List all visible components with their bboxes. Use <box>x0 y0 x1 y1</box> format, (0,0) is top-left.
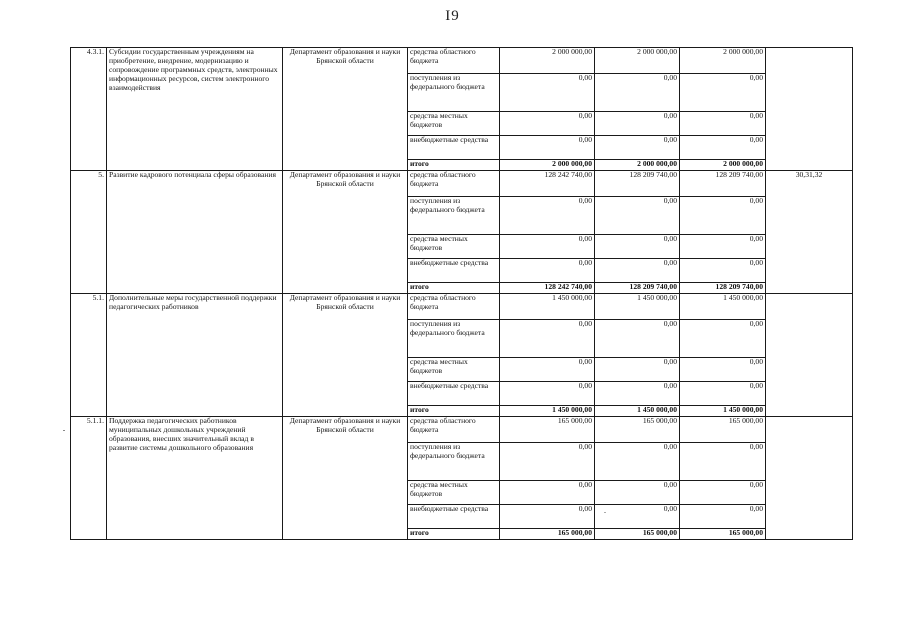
table-row <box>71 294 853 320</box>
amount-cell: 0,00 <box>500 136 595 160</box>
amount-cell: 0,00 <box>680 235 766 259</box>
funding-source: средства областного бюджета <box>408 171 500 197</box>
funding-source: внебюджетные средства <box>408 259 500 283</box>
amount-cell: 0,00 <box>595 443 680 481</box>
responsible-department: Департамент образования и науки Брянской области <box>283 171 408 294</box>
amount-cell: 128 209 740,00 <box>595 171 680 197</box>
amount-cell: 165 000,00 <box>680 417 766 443</box>
amount-cell: 2 000 000,00 <box>680 160 766 171</box>
amount-cell: 0,00 <box>680 112 766 136</box>
item-name: Дополнительные меры государственной поддержки педагогических работников <box>107 294 283 417</box>
amount-cell: 0,00 <box>500 358 595 382</box>
amount-cell: 0,00 <box>595 259 680 283</box>
funding-source: поступления из федерального бюджета <box>408 74 500 112</box>
item-name: Поддержка педагогических работников муниципальных дошкольных учреждений образования, внесших значительный вклад в развитие системы дошкольного образования <box>107 417 283 540</box>
amount-cell: 165 000,00 <box>500 417 595 443</box>
amount-cell: 128 209 740,00 <box>680 171 766 197</box>
amount-cell: 128 242 740,00 <box>500 283 595 294</box>
item-name: Субсидии государственным учреждениям на приобретение, внедрение, модернизацию и сопровождение программных средств, электронных информационных ресурсов, систем электронного взаимодействия <box>107 48 283 171</box>
amount-cell: 0,00 <box>500 259 595 283</box>
amount-cell: 1 450 000,00 <box>595 294 680 320</box>
table-row <box>71 171 853 197</box>
amount-cell: 0,00 <box>680 358 766 382</box>
indicator-reference: 30,31,32 <box>766 171 853 294</box>
item-name: Развитие кадрового потенциала сферы образования <box>107 171 283 294</box>
amount-cell: 0,00 <box>680 136 766 160</box>
amount-cell: 1 450 000,00 <box>500 294 595 320</box>
amount-cell: 0,00 <box>680 505 766 529</box>
item-number: 5.1. <box>71 294 107 417</box>
amount-cell: 0,00 <box>680 481 766 505</box>
indicator-reference <box>766 417 853 540</box>
funding-source: средства областного бюджета <box>408 417 500 443</box>
table-row <box>71 417 853 443</box>
funding-source: средства местных бюджетов <box>408 235 500 259</box>
amount-cell: 0,00 <box>500 197 595 235</box>
amount-cell: 0,00 <box>680 259 766 283</box>
amount-cell: 165 000,00 <box>595 529 680 540</box>
page-number: I9 <box>445 8 460 24</box>
amount-cell: 0,00 <box>595 197 680 235</box>
amount-cell: 2 000 000,00 <box>500 48 595 74</box>
amount-cell: 0,00 <box>595 320 680 358</box>
amount-cell: 1 450 000,00 <box>680 294 766 320</box>
amount-cell: 0,00 <box>595 358 680 382</box>
amount-cell: 0,00 <box>680 443 766 481</box>
funding-source: средства местных бюджетов <box>408 112 500 136</box>
funding-source: итого <box>408 529 500 540</box>
amount-cell: 0,00 <box>500 443 595 481</box>
amount-cell: 0,00 <box>680 74 766 112</box>
amount-cell: 0,00 <box>680 320 766 358</box>
amount-cell: 1 450 000,00 <box>500 406 595 417</box>
amount-cell: 0,00 <box>500 382 595 406</box>
amount-cell: 0,00 <box>595 136 680 160</box>
funding-source: внебюджетные средства <box>408 505 500 529</box>
amount-cell: 2 000 000,00 <box>595 160 680 171</box>
budget-table <box>70 47 853 540</box>
funding-source: итого <box>408 406 500 417</box>
item-number: 4.3.1. <box>71 48 107 171</box>
amount-cell: 0,00 <box>500 320 595 358</box>
amount-cell: 0,00 <box>500 505 595 529</box>
responsible-department: Департамент образования и науки Брянской области <box>283 417 408 540</box>
amount-cell: 0,00 <box>595 505 680 529</box>
amount-cell: 165 000,00 <box>500 529 595 540</box>
amount-cell: 1 450 000,00 <box>680 406 766 417</box>
amount-cell: 2 000 000,00 <box>595 48 680 74</box>
funding-source: поступления из федерального бюджета <box>408 320 500 358</box>
responsible-department: Департамент образования и науки Брянской области <box>283 294 408 417</box>
amount-cell: 0,00 <box>500 112 595 136</box>
item-number: 5. <box>71 171 107 294</box>
amount-cell: 128 209 740,00 <box>595 283 680 294</box>
amount-cell: 1 450 000,00 <box>595 406 680 417</box>
amount-cell: 0,00 <box>595 481 680 505</box>
amount-cell: 0,00 <box>595 382 680 406</box>
scan-speck <box>63 430 65 431</box>
amount-cell: 0,00 <box>500 481 595 505</box>
item-number: 5.1.1. <box>71 417 107 540</box>
scan-speck <box>604 512 606 513</box>
responsible-department: Департамент образования и науки Брянской области <box>283 48 408 171</box>
indicator-reference <box>766 294 853 417</box>
amount-cell: 128 209 740,00 <box>680 283 766 294</box>
funding-source: внебюджетные средства <box>408 136 500 160</box>
funding-source: итого <box>408 160 500 171</box>
funding-source: внебюджетные средства <box>408 382 500 406</box>
funding-source: итого <box>408 283 500 294</box>
table-row <box>71 48 853 74</box>
funding-source: средства областного бюджета <box>408 48 500 74</box>
amount-cell: 165 000,00 <box>680 529 766 540</box>
funding-source: поступления из федерального бюджета <box>408 197 500 235</box>
budget-table-body <box>71 48 853 540</box>
amount-cell: 0,00 <box>500 74 595 112</box>
amount-cell: 0,00 <box>680 382 766 406</box>
indicator-reference <box>766 48 853 171</box>
funding-source: средства местных бюджетов <box>408 358 500 382</box>
amount-cell: 165 000,00 <box>595 417 680 443</box>
amount-cell: 2 000 000,00 <box>680 48 766 74</box>
amount-cell: 0,00 <box>680 197 766 235</box>
funding-source: средства областного бюджета <box>408 294 500 320</box>
funding-source: средства местных бюджетов <box>408 481 500 505</box>
amount-cell: 0,00 <box>500 235 595 259</box>
amount-cell: 0,00 <box>595 235 680 259</box>
amount-cell: 0,00 <box>595 112 680 136</box>
amount-cell: 0,00 <box>595 74 680 112</box>
funding-source: поступления из федерального бюджета <box>408 443 500 481</box>
amount-cell: 128 242 740,00 <box>500 171 595 197</box>
amount-cell: 2 000 000,00 <box>500 160 595 171</box>
